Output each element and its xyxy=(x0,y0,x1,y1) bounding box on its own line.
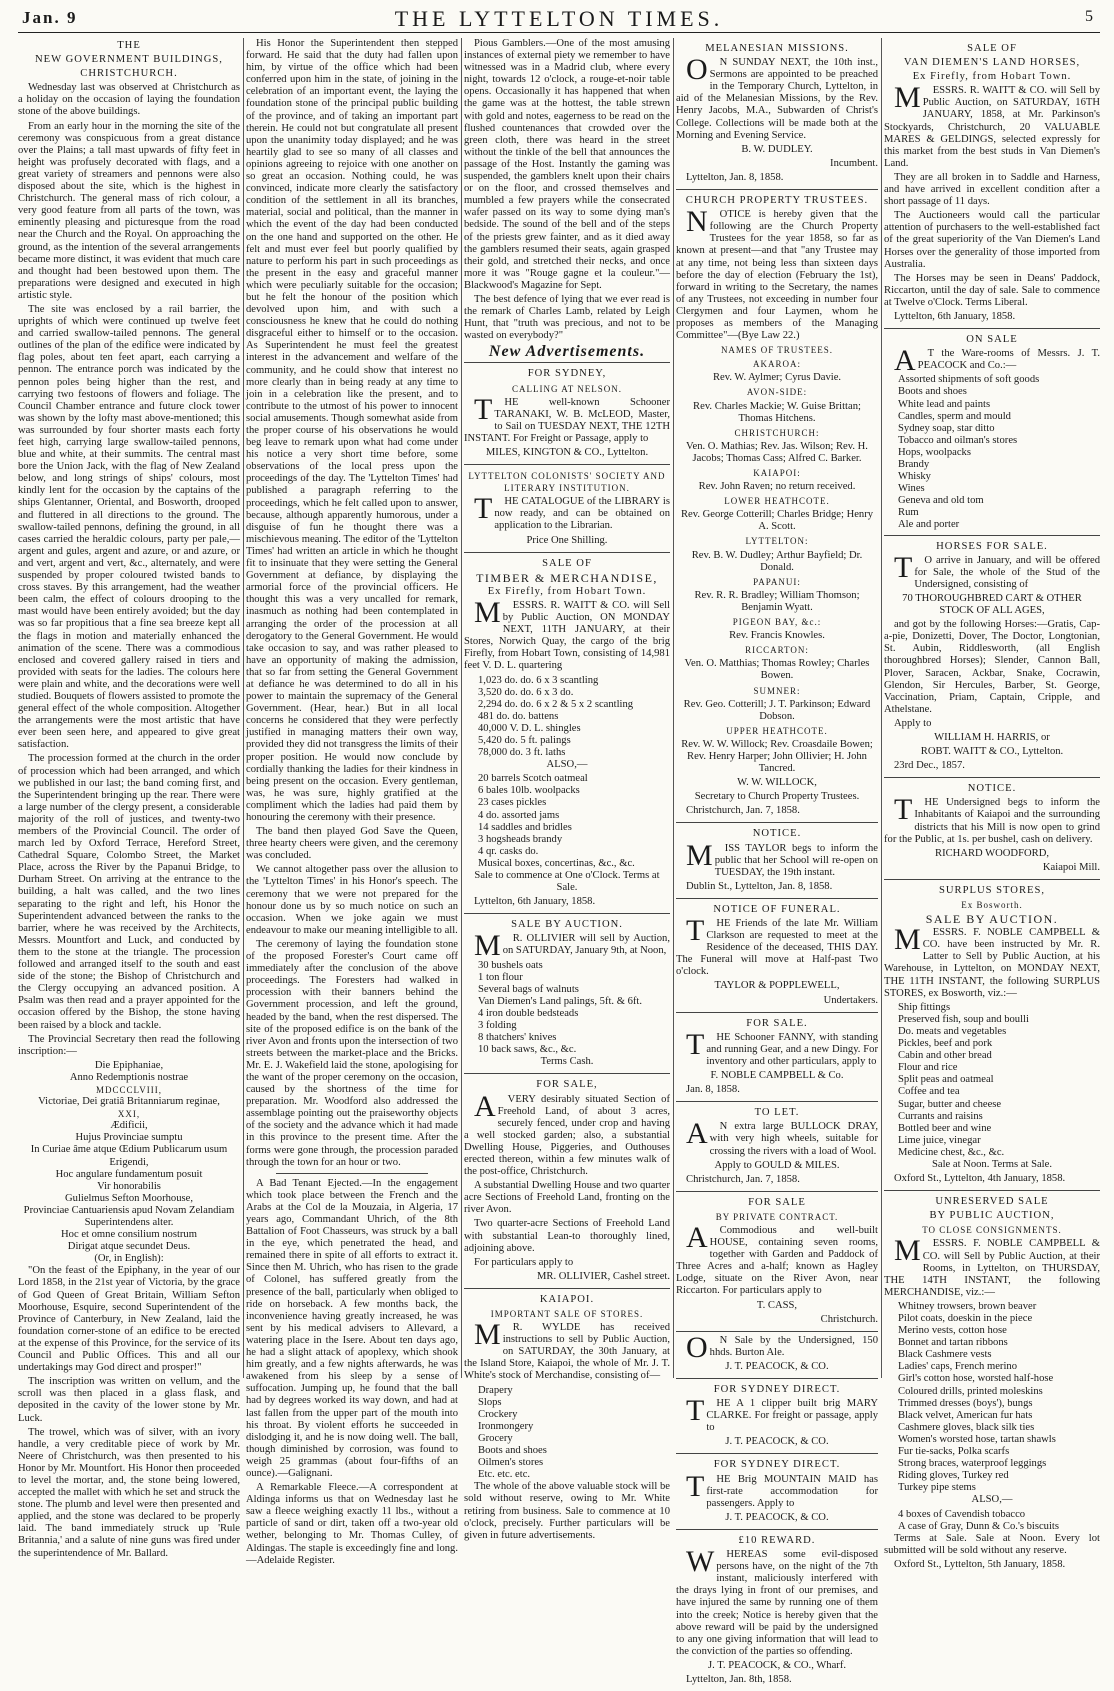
ad-body: A substantial Dwelling House and two quarter acre Sections of Freehold Land, fronting on the river Avon. xyxy=(464,1180,670,1216)
list-item: 20 barrels Scotch oatmeal xyxy=(478,773,588,785)
list-item: 8 thatchers' knives xyxy=(478,1032,557,1044)
article-paragraph: The trowel, which was of silver, with an ivory handle, a very creditable piece of work by Mr. Neere of Christchurch, was then presented to his Honor by Mr. Mountfort. His Honor then proceeded to level the mortar, and, the stone being lowered, accepted the mallet with which he set and struck the stone. The plumb and level were then presented and applied, and the stone was declared to be properly laid. The band immediately struck up 'Rule Britannia,' and a salute of nine guns was fired under the superintendence of Mr. Ballard. xyxy=(18,1426,240,1559)
ad-subtitle: SALE BY AUCTION. xyxy=(925,912,1059,927)
advertisement xyxy=(884,38,1100,328)
inscription-line: Hujus Provinciae sumptu xyxy=(75,1132,183,1144)
ad-title: MELANESIAN MISSIONS. xyxy=(705,43,849,54)
ad-title: TO LET. xyxy=(754,1107,800,1119)
list-item: Rev. W. W. Willock; Rev. Croasdaile Bowen; Rev. Henry Harper; John Ollivier; H. John Tancred. xyxy=(681,738,873,775)
ad-title: NOTICE. xyxy=(967,783,1017,795)
ad-signature: F. NOBLE CAMPBELL & Co. xyxy=(710,1070,844,1082)
ad-signature: RICHARD WOODFORD, xyxy=(935,847,1049,859)
ad-title: FOR SALE, xyxy=(536,1079,598,1091)
list-item: LOWER HEATHCOTE. xyxy=(724,496,830,507)
list-item: Slops xyxy=(478,1396,502,1408)
ad-body: MESSRS. F. NOBLE CAMPBELL & CO. will Sell by Public Auction, at their Rooms, in Lyttelton, on THURSDAY, THE 14TH INSTANT, the following MERCHANDISE, viz.:— xyxy=(884,1234,1100,1298)
latin-inscription xyxy=(18,1060,240,1266)
list-item: Musical boxes, concertinas, &c., &c. xyxy=(478,857,635,869)
list-item: Bonnet and tartan ribbons xyxy=(898,1337,1008,1349)
ad-title: UNRESERVED SALE xyxy=(935,1196,1049,1208)
inscription-line: Die Epiphaniae, xyxy=(94,1059,164,1071)
ad-date: Jan. 8, 1858. xyxy=(686,1084,740,1096)
list-item: 2,294 do. do. 6 x 2 & 5 x 2 scantling xyxy=(478,698,634,710)
ad-body: THE CATALOGUE of the LIBRARY is now ready, and can be obtained on application to the Librarian. xyxy=(474,492,670,532)
ad-signature: Price One Shilling. xyxy=(526,534,608,546)
ad-terms: Sale to commence at One o'Clock. Terms at Sale. xyxy=(474,870,660,894)
list-item: 4 iron double bedsteads xyxy=(478,1007,579,1019)
ad-signature: Apply to GOULD & MILES. xyxy=(714,1159,840,1171)
ad-title: ON SALE xyxy=(966,334,1018,346)
list-item: Several bags of walnuts xyxy=(478,983,579,995)
article-paragraph: His Honor the Superintendent then stepped forward. He said that the duty had fallen upon him, by virtue of the office which had been conferred upon him in the state, of joining in the celebration of an important event, the laying the foundation stone of the principal public building of the province, and of taking an important part therein. He could not but congratulate all present upon the unanimity today displayed; and he was heartily glad to see so many of all classes and opinions agreeing to rejoice with one another on so great an occasion. Nothing could, he was convinced, indicate more clearly the satisfactory condition of the settlement in all its branches, material, social and political, than the manner in which the event of the day had been conducted on the one hand and supported on the other. He felt and must ever feel but poorly qualified by nature to perform his part in such proceedings as the present in the easy and graceful manner which were peculiarly suitable for the occasion; but he felt the honour of the position which devolved upon him, and with such a consciousness he knew that he could do nothing disgraceful either to himself or to the occasion. As Superintendent he must feel the greatest interest in the advancement and welfare of the community, and he could show that interest no more clearly than in being ready at any time to join in a celebration like the present, and to contribute to the utmost of his power to innocent social amusements. Though somewhat aside from the proper course of his observations he would beg leave to remark upon what had come under his notice a very short time before, some observations of the local press upon the proceedings of the day. The 'Lyttelton Times' had published a paragraph referring to the proceedings, which he felt called upon to answer, because, although apparently humorous, under a disguise of fun he thought there was a mischievous meaning. The editor of the 'Lyttelton Times' had written an article in which he thought fit to insinuate that they were setting the General Government at defiance, by displaying the armorial force of the provincial officers. He thought this was a very uncalled for remark, inasmuch as nothing had been contemplated in arranging the order of the procession at all derogatory to the General Government. He would take occasion to say, and was rather pleased to have an opportunity of making the admission, that so far from setting the General Government at defiance he was determined to do all in his power to maintain the supremacy of the General Government. (Hear, hear.) But in all local concerns he considered that they were perfectly justified in managing matters their own way, provided they did not transgress the limits of their proper position. He would now conclude by cordially thanking the ladies for their kindness in being present on the occasion. Every gentleman, was, he was sure, highly gratified at the compliment which the ladies had paid them by honouring the ceremony with their presence. xyxy=(246,38,458,823)
list-item: Rum xyxy=(898,507,919,519)
list-item: Tobacco and oilman's stores xyxy=(898,434,1018,446)
list-item: 5,420 do. 5 ft. palings xyxy=(478,734,571,746)
column-1 xyxy=(18,38,240,1559)
list-item: KAIAPOI: xyxy=(753,468,801,478)
ad-date: Christchurch, Jan. 7, 1858. xyxy=(686,1173,800,1185)
ad-subtitle: BY PUBLIC AUCTION, xyxy=(929,1210,1055,1222)
list-item: Coffee and tea xyxy=(898,1086,960,1098)
list-item: Wines xyxy=(898,483,925,495)
article-paragraph: The procession formed at the church in the order of procession which had been arranged, and which we published in our last; the band coming first, and the Superintendent bringing up the rear. There were a large number of the clergy present, a considerable majority of the roll of justices, and twenty-two members of the Provincial Council. The order of march led by Oxford Terrace, Hereford Street, Cathedral Square, Colombo Street, the Market Place, across the River by the Papanui Bridge, to Durham Street. On arriving at the entrance to the building, a halt was called, and the two lines separating to the right and left, his Honor the Superintendent advanced between the ranks to the barrier, where he was received by the Architects, Messrs. Mountfort and Luck, and conducted by them to the stone at the triangle. The procession followed and arranged itself to the south and east side of the stone; the Bishop of Christchurch and the Clergy occupying an advanced position. A Psalm was then read and a prayer appointed for the occasion offered by the Bishop, the stone having been raised by a block and tackle. xyxy=(18,753,240,1031)
ad-body: MR. OLLIVIER will sell by Auction, on SATURDAY, January 9th, at Noon, xyxy=(474,929,670,963)
list-item: Whisky xyxy=(898,471,931,483)
list-item: Cabin and other bread xyxy=(898,1050,992,1062)
ad-signature: Incumbent. xyxy=(830,157,878,169)
article-paragraph: The site was enclosed by a rail barrier, the uprights of which were continued up twelve feet and carried swallow-tailed pennons. The general outlines of the plan of the edifice were indicated by flag poles, about ten feet apart, each carrying a pennon. The entrance porch was indicated by the pennon poles being higher than the rest, and carrying two festoons of flowers and foliage. The Council Chamber entrance and future clock tower was shown by the lofty mast above-mentioned; this was surrounded by four shorter masts each forty feet high, carrying large swallow-tailed pennons, blue and white, at their summits. The central mast bore the Union Jack, with the flag of New Zealand below, and long strings of ships' colours, most kindly lent for the occasion by the captains of the ships Glentanner, Oriental, and Bosworth, drooped and fluttered in all directions to the ground. The swallow-tailed pennons, defining the ground, in all cases carried the heraldic colours, party per pale,—argent and gules, argent and azure, or and azure, or and vert, argent and vert, &c., alternately, and were suspended by proper coloured twisted bands to cross staves. By this arrangement, had the weather been calm, the effect of colours drooping to the mast would have been entirely avoided; but the day was so far propitious that a fine sea breeze kept all the flags in motion and materially enhanced the animation of the scene. There was a commodious enclosed and covered gallery raised in tiers and provided with seats for the ladies. The colours here were plain and white, and the decorations were well studied. Bouquets of flowers assisted to promote the general effect of the whole composition. Altogether the arrangements were the most artistic that have ever been seen here, and appeared to give great satisfaction. xyxy=(18,303,240,751)
column-divider xyxy=(243,38,244,1378)
advertisement xyxy=(464,913,670,1073)
ad-title: FOR SYDNEY DIRECT. xyxy=(713,1384,841,1395)
list-item: Crockery xyxy=(478,1408,518,1420)
ad-subtitle: Ex Bosworth. xyxy=(961,900,1023,910)
ad-body: THE A 1 clipper built brig MARY CLARKE. For freight or passage, apply to xyxy=(686,1394,878,1434)
ad-signature: WILLIAM H. HARRIS, or xyxy=(934,731,1050,743)
list-item: Boots and shoes xyxy=(898,386,967,398)
ad-title: FOR SYDNEY DIRECT. xyxy=(713,1459,841,1471)
list-item: 481 do. do. battens xyxy=(478,710,559,722)
inscription-line: Victoriae, Dei gratiâ Britanniarum reginae, xyxy=(38,1096,220,1108)
advertisement xyxy=(676,1453,878,1528)
inscription-line: Gulielmus Sefton Moorhouse, xyxy=(65,1192,193,1204)
article-paragraph: The Provincial Secretary then read the following inscription:— xyxy=(18,1033,240,1057)
ad-body: The whole of the above valuable stock will be sold without reserve, owing to Mr. White retiring from business. Sale to commence at 10 o'clock, precisely. Further particulars will be given in future advertisements. xyxy=(464,1481,670,1541)
list-item: 1,023 do. do. 6 x 3 scantling xyxy=(478,674,599,686)
advertisement xyxy=(884,535,1100,778)
article-heading-line: NEW GOVERNMENT BUILDINGS, xyxy=(35,54,223,66)
list-item: Turkey pipe stems xyxy=(898,1482,976,1494)
column-5 xyxy=(884,38,1100,1570)
article-paragraph: "On the feast of the Epiphany, in the year of our Lord 1858, in the 21st year of Victoria, by the grace of God Queen of Great Britain, William Sefton Moorhouse, Esquire, second Superintendent of the Province of Canterbury, in New Zealand, laid the foundation corner-stone of an edifice to be erected at the expense of this Province, for the service of its Council and Public Offices. This and all our undertakings may God direct and prosper!" xyxy=(18,1265,240,1374)
advertisement xyxy=(676,1529,878,1691)
inscription-line: XXI, xyxy=(117,1109,141,1120)
list-item: 3 hogsheads brandy xyxy=(478,833,563,845)
list-item: Fur tie-sacks, Polka scarfs xyxy=(898,1446,1010,1458)
list-item: Geneva and old tom xyxy=(898,495,984,507)
ad-title: FOR SALE xyxy=(748,1196,806,1208)
list-item: Grocery xyxy=(478,1432,513,1444)
column-4 xyxy=(676,38,878,1685)
list-item: Coloured drills, printed moleskins xyxy=(898,1385,1043,1397)
ad-body: ON SUNDAY NEXT, the 10th inst., Sermons are appointed to be preached in the Temporary Church, Lyttelton, in aid of the Melanesian Missions, by the Rev. Henry Jacobs, M.A., Subwarden of Christ's College. Collections will be made both at the Morning and Evening Service. xyxy=(676,53,878,141)
ad-signature: MR. OLLIVIER, Cashel street. xyxy=(537,1270,670,1282)
list-item: Ale and porter xyxy=(898,519,960,531)
list-item: Rev. John Raven; no return received. xyxy=(698,481,856,493)
list-item: Flour and rice xyxy=(898,1062,958,1074)
new-advertisements-heading: New Advertisements. xyxy=(488,343,646,361)
advertisement xyxy=(464,1073,670,1288)
advertisement xyxy=(884,777,1100,879)
list-item: Ven. O. Mathias; Rev. Jas. Wilson; Rev. H. Jacobs; Thomas Cass; Alfred C. Barker. xyxy=(686,440,868,464)
ad-date: Lyttelton, Jan. 8, 1858. xyxy=(686,171,784,183)
ad-title: SALE OF xyxy=(967,43,1017,54)
list-item: Girl's cotton hose, worsted half-hose xyxy=(898,1373,1054,1385)
list-item: Merino vests, cotton hose xyxy=(898,1325,1007,1337)
ad-body: AVERY desirably situated Section of Freehold Land, of about 3 acres, securely fenced, under crop and having a well stocked garden; also, a substantial Dwelling House, Piggeries, and Outhouses erected thereon, within a few minutes walk of the post-office, Christchurch. xyxy=(464,1089,670,1178)
list-item: Rev. B. W. Dudley; Arthur Bayfield; Dr. Donald. xyxy=(691,549,863,573)
ad-body: WHEREAS some evil-disposed persons have, on the night of the 7th instant, maliciously interfered with the drays lying in front of our premises, and have injured the same by running one of them into the creek; Notice is hereby given that the above reward will be paid by the undersigned to any one giving information that will lead to the conviction of the parties so offending. xyxy=(676,1545,878,1657)
list-item: CHRISTCHURCH: xyxy=(734,427,820,438)
list-item: Rev. W. Aylmer; Cyrus Davie. xyxy=(712,372,842,384)
page-number: 5 xyxy=(1085,8,1094,25)
list-item: RICCARTON: xyxy=(745,645,809,656)
inscription-line: Vir honorabilis xyxy=(97,1180,161,1192)
list-item: Pilot coats, doeskin in the piece xyxy=(898,1313,1033,1324)
list-item: 6 bales 10lb. woolpacks xyxy=(478,785,580,797)
list-item: Preserved fish, soup and boulli xyxy=(898,1013,1029,1025)
inscription-line: In Curiae âme atque Œdium Publicarum usum xyxy=(30,1144,228,1156)
ad-signature: J. T. PEACOCK, & CO., Wharf. xyxy=(707,1659,846,1671)
ad-date: Lyttelton, 6th January, 1858. xyxy=(894,310,1016,322)
ad-signature: MILES, KINGTON & CO., Lyttelton. xyxy=(485,447,649,458)
advertisement xyxy=(676,898,878,1012)
article-paragraph: The ceremony of laying the foundation stone of the proposed Forester's Court came off immediately after the conclusion of the above proceedings. The Foresters had walked in procession with their banners behind the Government procession, and left the ground, headed by the band, when the rest dispersed. The site of the proposed edifice is on the bank of the river Avon and fronts upon the intersection of two streets between the market-place and the Bricks. Mr. E. J. Wakefield laid the stone, apologising for the want of the proper ceremony on the occasion, caused by the shortness of the time for preparation. Mr. Woodford also addressed the assemblage pointing out the praiseworthy objects of the society and the advance which it had made in this province to the present time. After the forms were gone through, the procession paraded through the town for an hour or two. xyxy=(246,938,458,1168)
section-divider xyxy=(276,1173,428,1174)
advertisement xyxy=(464,362,670,464)
column-divider xyxy=(673,38,674,1378)
ad-subtitle: CALLING AT NELSON. xyxy=(511,383,623,394)
article-heading-line: CHRISTCHURCH. xyxy=(80,68,178,80)
ad-signature: J. T. PEACOCK, & CO. xyxy=(725,1436,829,1448)
ad-signature: W. W. WILLOCK, xyxy=(737,777,817,789)
list-item: 40,000 V. D. L. shingles xyxy=(478,722,581,734)
article-paragraph: The band then played God Save the Queen, three hearty cheers were given, and the ceremony was concluded. xyxy=(246,826,458,862)
list-item: Lime juice, vinegar xyxy=(898,1134,981,1146)
article-paragraph: From an early hour in the morning the site of the ceremony was conspicuous from a great distance over the Plains; a tall mast upwards of fifty feet in height was profusely decorated with flags, and a great variety of streamers and pennons were also disposed about the site, which is the highest in Christchurch. The general mass of rich colour, a very good feature from all parts of the town, was eminently pleasing and picturesque from the road near the Church and the Royal. On approaching the ground, as the intention of the several arrangements became more distinct, it was evident that much care and thought had been bestowed upon them. The preparations were designed and executed in high artistic style. xyxy=(18,120,240,301)
list-item: Van Diemen's Land palings, 5ft. & 6ft. xyxy=(478,995,643,1007)
list-item: 30 bushels oats xyxy=(478,959,543,971)
ad-subtitle: BY PRIVATE CONTRACT. xyxy=(715,1211,839,1222)
advertisement xyxy=(676,1101,878,1191)
newspaper-title: THE LYTTELTON TIMES. xyxy=(394,6,724,31)
list-item: AVON-SIDE: xyxy=(746,387,808,398)
list-item: Whitney trowsers, brown beaver xyxy=(898,1300,1037,1312)
ad-subtitle: NAMES OF TRUSTEES. xyxy=(720,345,834,356)
ad-title: HORSES FOR SALE. xyxy=(936,540,1048,552)
ad-subtitle: TO CLOSE CONSIGNMENTS. xyxy=(922,1225,1062,1236)
ad-body: The Auctioneers would call the particular attention of purchasers to the well-established fact of the great superiority of the Van Diemen's Land Horses over the generality of those imported from Australia. xyxy=(884,210,1100,270)
list-item: SUMNER: xyxy=(753,685,801,696)
ad-body: AN extra large BULLOCK DRAY, with very high wheels, suitable for crossing the rivers with a load of Wool. xyxy=(686,1117,878,1157)
ad-body: TO arrive in January, and will be offered for Sale, the whole of the Stud of the Undersigned, consisting of xyxy=(894,550,1100,590)
list-item: Trimmed dresses (boys'), bungs xyxy=(898,1397,1033,1409)
list-item: A case of Gray, Dunn & Co.'s biscuits xyxy=(898,1520,1059,1532)
ad-body: THE Brig MOUNTAIN MAID has first-rate accommodation for passengers. Apply to xyxy=(686,1469,878,1509)
ad-subtitle: VAN DIEMEN'S LAND HORSES, xyxy=(903,57,1081,69)
ad-date: Lyttelton, 6th January, 1858. xyxy=(474,896,596,908)
ad-body: AT the Ware-rooms of Messrs. J. T. PEACOCK and Co.:— xyxy=(894,344,1100,378)
ad-subtitle: Ex Firefly, from Hobart Town. xyxy=(912,71,1072,83)
list-item: Women's worsted hose, tartan shawls xyxy=(898,1433,1056,1445)
ad-body: ON Sale by the Undersigned, 150 hhds. Burton Ale. xyxy=(686,1330,878,1364)
list-item: 14 saddles and bridles xyxy=(478,821,572,833)
list-item: Cashmere gloves, black silk ties xyxy=(898,1421,1035,1433)
ad-subtitle: TIMBER & MERCHANDISE, xyxy=(476,570,658,585)
article-paragraph: We cannot altogether pass over the allusion to the 'Lyttelton Times' in his Honor's speech. The ceremony that we were not prepared for the honour done us by so much notice on such an occasion. When we joke again we must endeavour to make our meaning intelligible to all. xyxy=(246,864,458,936)
list-item: Pickles, beef and pork xyxy=(898,1038,993,1050)
ad-title: FOR SYDNEY, xyxy=(527,368,607,380)
inscription-line: Erigendi, xyxy=(109,1156,149,1168)
advertisement xyxy=(676,38,878,189)
list-item: Boots and shoes xyxy=(478,1445,547,1457)
ad-signature: TAYLOR & POPPLEWELL, xyxy=(714,980,840,992)
masthead xyxy=(18,6,1100,32)
ad-terms: Sale at Noon. Terms at Sale. xyxy=(932,1158,1052,1170)
ad-terms: Terms Cash. xyxy=(540,1056,594,1068)
ad-title: NOTICE. xyxy=(752,828,802,840)
ad-subtitle: IMPORTANT SALE OF STORES. xyxy=(490,1309,644,1319)
list-item: Ladies' caps, French merino xyxy=(898,1361,1017,1373)
ad-signature: Kaiapoi Mill. xyxy=(1042,861,1100,873)
list-item: 4 qr. casks do. xyxy=(478,845,539,857)
advertisement xyxy=(464,1288,670,1547)
list-item: Oilmen's stores xyxy=(478,1457,544,1469)
news-item: A Remarkable Fleece.—A correspondent at Aldinga informs us that on Wednesday last he saw a fleece weighing exactly 11 lbs., without a particle of sand or dirt, taken off a two-year old wether, belonging to Mr. Thomas Culley, of Aldingas. The staple is exceedingly fine and long.—Adelaide Register. xyxy=(246,1482,458,1566)
ad-body: The Horses may be seen in Deans' Paddock, Riccarton, until the day of sale. Sale to commence at Twelve o'Clock. Terms Liberal. xyxy=(884,272,1100,308)
list-item: 3,520 do. do. 6 x 3 do. xyxy=(478,686,574,698)
ad-title: £10 REWARD. xyxy=(738,1534,816,1546)
ad-title: SALE OF xyxy=(542,557,592,569)
list-item: 3 folding xyxy=(478,1020,517,1032)
ad-subtitle: Ex Firefly, from Hobart Town. xyxy=(487,585,647,597)
list-item: Bottled beer and wine xyxy=(898,1122,992,1134)
list-item: PIGEON BAY, &c.: xyxy=(732,617,822,628)
list-item: Rev. Charles Mackie; W. Guise Brittan; Thomas Hitchens. xyxy=(693,400,861,424)
article-paragraph: Wednesday last was observed at Christchurch as a holiday on the occasion of laying the foundation stone of the above buildings. xyxy=(18,82,240,118)
advertisement xyxy=(676,1191,878,1331)
inscription-line: Dirigat atque secundet Deus. xyxy=(67,1241,191,1253)
list-item: White lead and paints xyxy=(898,398,991,410)
list-item: Do. meats and vegetables xyxy=(898,1025,1007,1037)
news-item: Pious Gamblers.—One of the most amusing instances of external piety we remember to have witnessed was in a Madrid club, where every night, towards 12 o'clock, a rouge-et-noir table opens. Occasionally it has happened that when the game was at the hottest, the table strewn with gold and notes, eagerness to be read on the flushed countenances that crowded over the green cloth, there was heard in the street without the tinkle of the bell that announces the passage of the Host. Instantly the gaming was suspended, the gamblers knelt upon their chairs or on the floor, and crossed themselves and mumbled a few prayers while the consecrated wafer passed on its way to some dying man's bedside. The sound of the bell and of the steps of the priests grew fainter, and as it died away the gamblers resumed their seats, again grasped their gold, and stretched their necks, and once more it was "Rouge gagne et la couleur."—Blackwood's Magazine for Sept. xyxy=(464,38,670,291)
ad-date: Oxford St., Lyttelton, 5th January, 1858. xyxy=(894,1558,1066,1570)
ad-body: MESSRS. R. WAITT & CO. will Sell by Public Auction, on SATURDAY, 16TH JANUARY, 1858, at Mr. Parkinson's Stockyards, Christchurch, 20 VALUABLE MARES & GELDINGS, selected expressly for this market from the best studs in Van Diemen's Land. xyxy=(884,81,1100,169)
ad-date: 23rd Dec., 1857. xyxy=(894,760,965,772)
list-item: ALSO,— xyxy=(971,1494,1013,1506)
ad-title: KAIAPOI. xyxy=(539,1293,595,1305)
list-item: Ven. O. Matthias; Thomas Rowley; Charles Bowen. xyxy=(684,658,870,682)
masthead-rule xyxy=(18,32,1100,33)
advertisement xyxy=(884,1190,1100,1576)
list-item: 4 boxes of Cavendish tobacco xyxy=(898,1508,1026,1520)
ad-body: MISS TAYLOR begs to inform the public that her School will re-open on TUESDAY, the 19th instant. xyxy=(686,838,878,878)
news-item: The best defence of lying that we ever read is the remark of Charles Lamb, related by Leigh Hunt, that "truth was precious, and not to be wasted on everybody?" xyxy=(464,293,670,342)
inscription-line: Hoc angulare fundamentum posuit xyxy=(55,1168,203,1180)
ad-title: SALE BY AUCTION. xyxy=(511,919,623,931)
ad-date: Dublin St., Lyttelton, Jan. 8, 1858. xyxy=(686,880,833,892)
advertisement xyxy=(884,879,1100,1190)
ad-title: LYTTELTON COLONISTS' SOCIETY AND LITERARY INSTITUTION. xyxy=(468,471,666,494)
advertisement xyxy=(676,1331,878,1378)
list-item: Black Cashmere vests xyxy=(898,1349,992,1361)
ad-terms: Apply to xyxy=(894,717,932,729)
list-item: Strong braces, waterproof leggings xyxy=(898,1458,1047,1470)
ad-body: THE Undersigned begs to inform the Inhabitants of Kaiapoi and the surrounding districts that his Mill is now open to grind for the Public, at 1s. per bushel, cash on delivery. xyxy=(884,793,1100,845)
article-paragraph: The inscription was written on vellum, and the scroll was then placed in a glass flask, and deposited in the cavity of the lower stone by Mr. Luck. xyxy=(18,1376,240,1424)
ad-date: Oxford St., Lyttelton, 4th January, 1858. xyxy=(894,1173,1066,1185)
ad-body: MESSRS. F. NOBLE CAMPBELL & CO. have been instructed by Mr. R. Latter to Sell by Public Auction, at his Warehouse, in Lyttelton, on MONDAY NEXT, THE 11TH INSTANT, the following SURPLUS STORES, ex Bosworth, viz.:— xyxy=(884,923,1100,999)
ad-body: Two quarter-acre Sections of Freehold Land with substantial Lean-to thoroughly lined, adjoining above. xyxy=(464,1218,670,1254)
list-item: Ironmongery xyxy=(478,1420,534,1432)
list-item: AKAROA: xyxy=(752,359,801,370)
ad-signature: J. T. PEACOCK, & CO. xyxy=(725,1360,829,1372)
issue-date: Jan. 9 xyxy=(22,8,78,27)
column-divider xyxy=(881,38,882,1378)
list-item: Assorted shipments of soft goods xyxy=(898,374,1040,386)
list-item: Etc. etc. etc. xyxy=(478,1469,531,1481)
inscription-line: Hoc et omne consilium nostrum xyxy=(61,1229,197,1241)
ad-signature: T. CASS, xyxy=(756,1299,798,1311)
list-item: LYTTELTON: xyxy=(745,536,809,547)
ad-title: FOR SALE. xyxy=(746,1017,808,1029)
ad-body: They are all broken in to Saddle and Harness, and have arrived in excellent condition after a short passage of 11 days. xyxy=(884,171,1100,208)
inscription-line: Ædificii, xyxy=(110,1120,148,1132)
ad-title: SURPLUS STORES, xyxy=(938,884,1046,896)
list-item: Hops, woolpacks xyxy=(898,446,971,458)
list-item: Rev. Francis Knowles. xyxy=(729,630,825,642)
list-item: Black velvet, American fur hats xyxy=(898,1409,1033,1421)
article-heading-line: THE xyxy=(117,40,141,51)
inscription-line: Superintendens alter. xyxy=(84,1217,174,1228)
ad-signature: B. W. DUDLEY. xyxy=(741,143,813,155)
list-item: Sydney soap, star ditto xyxy=(898,422,995,434)
column-2 xyxy=(246,38,458,1566)
ad-date: Lyttelton, Jan. 8th, 1858. xyxy=(686,1673,792,1685)
advertisement xyxy=(464,552,670,914)
ad-signature: J. T. PEACOCK, & CO. xyxy=(725,1511,829,1523)
list-item: 23 cases pickles xyxy=(478,797,547,809)
list-item: Currants and raisins xyxy=(898,1110,983,1122)
ad-body: ACommodious and well-built HOUSE, containing seven rooms, together with Garden and Paddock of Three Acres and a-half; known as Hagley Lodge, situate on the River Avon, near Riccarton. For particulars apply to xyxy=(676,1220,878,1297)
column-3 xyxy=(464,38,670,1541)
list-item: Rev. George Cotterill; Charles Bridge; Henry A. Scott. xyxy=(680,509,874,533)
list-item: 1 ton flour xyxy=(478,971,523,983)
ad-signature: ROBT. WAITT & CO., Lyttelton. xyxy=(920,746,1064,758)
ad-terms: For particulars apply to xyxy=(474,1256,574,1268)
advertisement xyxy=(676,189,878,822)
list-item: 4 do. assorted jams xyxy=(478,809,560,821)
list-item: Rev. R. R. Bradley; William Thomson; Benjamin Wyatt. xyxy=(694,589,860,613)
inscription-line: Provinciae Cantuariensis apud Novam Zelandiam xyxy=(23,1204,235,1216)
advertisement xyxy=(884,328,1100,535)
ad-signature: Undertakers. xyxy=(823,994,878,1006)
ad-terms: Terms at Sale. Sale at Noon. Every lot submitted will be sold without any reserve. xyxy=(884,1532,1100,1556)
ad-body: and got by the following Horses:—Gratis, Cap-a-pie, Donizetti, Dover, The Doctor, Longtonian, St. Aubin, Riddlesworth, (all English thoroughbred Horses); Slender, Cannon Ball, Plover, Saracen, Ackbar, Snake, Cocrawin, Glendon, Sir Hercules, Barber, St. George, Vaccination, Priam, Captain, Cripple, and Athelstane. xyxy=(884,619,1100,715)
list-item: Brandy xyxy=(898,459,930,470)
advertisement xyxy=(676,1012,878,1102)
ad-signature: Christchurch. xyxy=(820,1313,878,1325)
list-item: UPPER HEATHCOTE. xyxy=(726,725,828,736)
list-item: Sugar, butter and cheese xyxy=(898,1098,1002,1110)
list-item: 78,000 do. 3 ft. laths xyxy=(478,747,566,759)
ad-title: CHURCH PROPERTY TRUSTEES. xyxy=(685,195,869,207)
list-item: 10 back saws, &c., &c. xyxy=(478,1044,577,1056)
list-item: Medicine chest, &c., &c. xyxy=(898,1146,1005,1158)
inscription-line: (Or, in English): xyxy=(94,1253,164,1265)
list-item: Split peas and oatmeal xyxy=(898,1074,994,1086)
ad-body: THE well-known Schooner TARANAKI, W. B. McLEOD, Master, to Sail on TUESDAY NEXT, THE 12TH INSTANT. For Freight or Passage, apply to xyxy=(464,392,670,444)
list-item: Riding gloves, Turkey red xyxy=(898,1470,1009,1482)
ad-body: MR. WYLDE has received instructions to sell by Public Auction, on SATURDAY, the 30th January, at the Island Store, Kaiapoi, the whole of Mr. J. T. White's stock of Merchandise, consisting of— xyxy=(464,1318,670,1382)
advertisement xyxy=(676,822,878,897)
ad-body: THE Schooner FANNY, with standing and running Gear, and a new Dingy. For inventory and other particulars, apply to xyxy=(686,1027,878,1067)
list-item: Rev. Geo. Cotterill; J. T. Parkinson; Edward Dobson. xyxy=(683,698,871,722)
ad-body: THE Friends of the late Mr. William Clarkson are requested to meet at the Residence of the deceased, THIS DAY. The Funeral will move at Half-past Two o'clock. xyxy=(676,914,878,978)
list-item: Drapery xyxy=(478,1384,513,1396)
inscription-line: MDCCCLVIII, xyxy=(96,1084,162,1095)
list-item: Ship fittings xyxy=(898,1001,951,1013)
advertisement xyxy=(676,1378,878,1453)
ad-date: Christchurch, Jan. 7, 1858. xyxy=(686,805,800,817)
list-item: ALSO,— xyxy=(546,759,588,771)
list-item: PAPANUI: xyxy=(753,576,801,587)
ad-signature: Secretary to Church Property Trustees. xyxy=(694,791,860,803)
advertisement xyxy=(464,464,670,552)
ad-title: NOTICE OF FUNERAL. xyxy=(713,903,841,915)
inscription-line: Anno Redemptionis nostrae xyxy=(69,1071,189,1083)
ad-subtitle: 70 THOROUGHBRED CART & OTHER STOCK OF ALL AGES, xyxy=(902,592,1082,617)
ad-body: MESSRS. R. WAITT & CO. will Sell by Public Auction, ON MONDAY NEXT, 11TH JANUARY, at their Stores, Norwich Quay, the cargo of the brig Firefly, from Hobart Town, consisting of 14,981 feet V. D. L. quartering xyxy=(464,595,670,672)
list-item: Candles, sperm and mould xyxy=(898,410,1011,422)
news-item: A Bad Tenant Ejected.—In the engagement which took place between the French and the Arabs at the Col de la Mouzaia, in Algeria, 17 years ago, Commandant Uhrich, of the 8th Battalion of Foot Chasseurs, was struck by a ball in the eye, which penetrated the head, and remained there in spite of all efforts to extract it. Since then M. Uhrich, who has risen to the grade of Colonel, has suffered greatly from the presence of the ball, particularly when obliged to ride on horseback. A few months back, the inconvenience having greatly increased, he was sent by his medical advisers to Allevard, a watering place in the Isere. About ten days ago, he had a slight attack of apoplexy, which shook him greatly, and a few nights afterwards, he was awakened from his sleep by a sense of suffocation. Jumping up, he found that the ball had by degrees worked its way down, and had at last fallen from the upper part of the mouth into his throat. By violent efforts he succeeded in dislodging it, and he is now doing well. The ball, though diminished by corrosion, was found to weigh 25 grammas (about four-fifths of an ounce).—Galignani. xyxy=(246,1177,458,1479)
ad-body: NOTICE is hereby given that the following are the Church Property Trustees for the year 1858, so far as known at present—and that "any Trustee may at any time, not being less than sixteen days before the day of election (February the 1st), forward in writing to the Secretary, the names of any Trustees, not exceeding in number four Clergymen and four Laymen, whom he proposes as members of the Managing Committee"—(Bye Law 22.) xyxy=(676,205,878,342)
column-divider xyxy=(461,38,462,1378)
